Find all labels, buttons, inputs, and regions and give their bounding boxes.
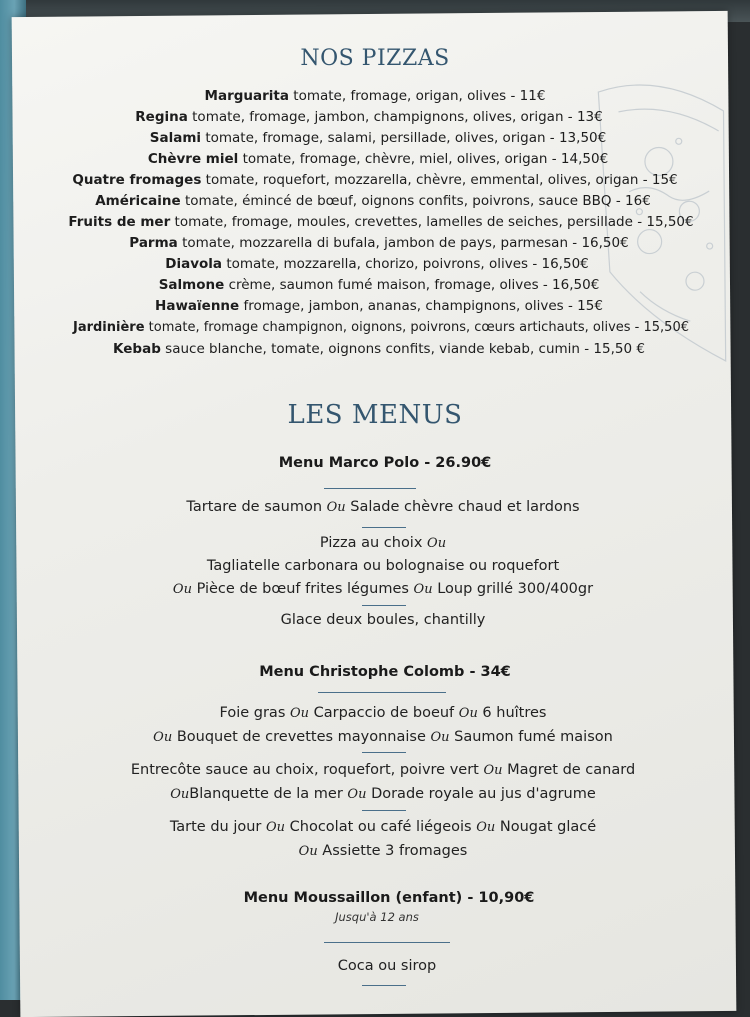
menu-title-marco-polo: Menu Marco Polo - 26.90€: [278, 455, 492, 471]
pizza-name: Regina: [135, 109, 188, 125]
menu-course-line: [8, 558, 750, 574]
pizza-item: [0, 172, 750, 188]
pizza-name: Marguarita: [204, 88, 289, 104]
pizza-desc: tomate, émincé de bœuf, oignons confits, poivrons, sauce BBQ - 16€: [184, 193, 651, 209]
ou-word: Ou: [298, 844, 318, 859]
pizza-desc: tomate, roquefort, mozzarella, chèvre, emmental, olives, origan - 15€: [205, 172, 678, 188]
pizza-name: Jardinière: [72, 320, 145, 335]
ou-word: Ou: [172, 582, 192, 597]
dish: Blanquette de la mer: [189, 786, 343, 802]
dish: Pièce de bœuf frites légumes: [196, 581, 409, 597]
ou-word: Ou: [153, 730, 173, 745]
pizza-desc: sauce blanche, tomate, oignons confits, viande kebab, cumin - 15,50 €: [165, 341, 645, 357]
ou-word: Ou: [458, 706, 478, 721]
dish: Entrecôte sauce au choix, roquefort, poivre vert: [130, 762, 479, 778]
menu-course-line: [12, 958, 750, 974]
ou-word: Ou: [476, 820, 496, 835]
separator: [362, 527, 406, 528]
pizza-desc: tomate, fromage, origan, olives - 11€: [293, 88, 546, 104]
dish: Assiette 3 fromages: [322, 843, 468, 859]
pizza-desc: tomate, mozzarella, chorizo, poivrons, olives - 16,50€: [226, 256, 589, 272]
menu-course-line: [8, 705, 750, 721]
pizza-item: [6, 320, 750, 335]
pizza-name: Salmone: [158, 277, 225, 293]
separator: [362, 605, 406, 606]
separator: [324, 942, 450, 943]
menu-subtitle: Jusqu'à 12 ans: [335, 910, 419, 924]
ou-word: Ou: [289, 706, 310, 721]
pizza-item: [0, 193, 748, 209]
pizza-desc: tomate, fromage, chèvre, miel, olives, origan - 14,50€: [242, 151, 609, 167]
separator: [362, 752, 406, 753]
pizza-item: [3, 130, 750, 146]
menu-course-line: [8, 786, 750, 802]
pizza-name: Kebab: [113, 341, 161, 357]
dish: Saumon fumé maison: [454, 729, 613, 745]
pizza-desc: tomate, fromage, moules, crevettes, lamelles de seiches, persillade - 15,50€: [174, 214, 694, 230]
separator: [324, 488, 416, 489]
pizza-item: [3, 151, 750, 167]
pizza-item: [0, 88, 750, 104]
pizza-name: Diavola: [165, 256, 223, 272]
ou-word: Ou: [170, 787, 190, 802]
dish: Carpaccio de boeuf: [313, 705, 455, 721]
dish: Tarte du jour: [169, 819, 262, 835]
pizza-item: [4, 277, 750, 293]
pizza-desc: tomate, mozzarella di bufala, jambon de pays, parmesan - 16,50€: [182, 235, 629, 251]
dish: Glace deux boules, chantilly: [280, 612, 486, 628]
pizza-name: Parma: [129, 235, 178, 251]
ou-word: Ou: [347, 787, 367, 802]
ou-word: Ou: [413, 582, 433, 597]
pizza-item: [0, 109, 744, 125]
pizza-desc: tomate, fromage champignon, oignons, poivrons, cœurs artichauts, olives - 15,50€: [148, 320, 689, 335]
dish: Pizza au choix: [319, 535, 423, 551]
ou-word: Ou: [430, 730, 450, 745]
pizza-name: Quatre fromages: [72, 172, 202, 188]
ou-word: Ou: [483, 763, 503, 778]
menu-course-line: [8, 762, 750, 778]
menu-course-line: [8, 819, 750, 835]
menu-title-moussaillon: Menu Moussaillon (enfant) - 10,90€: [243, 890, 535, 906]
pizza-name: Américaine: [95, 193, 181, 209]
pizza-desc: tomate, fromage, jambon, champignons, olives, origan - 13€: [192, 109, 603, 125]
menu-course-line: [8, 729, 750, 745]
pizza-desc: fromage, jambon, ananas, champignons, olives - 15€: [243, 298, 603, 314]
separator: [362, 985, 406, 986]
menu-course-line: [8, 843, 750, 859]
dish: Loup grillé 300/400gr: [437, 581, 594, 597]
dish: Foie gras: [219, 705, 286, 721]
ou-word: Ou: [266, 820, 286, 835]
ou-word: Ou: [427, 536, 447, 551]
ou-word: Ou: [326, 500, 346, 515]
menu-course-line: [8, 581, 750, 597]
separator: [362, 810, 406, 811]
section-title-menus: LES MENUS: [287, 400, 463, 430]
dish: Salade chèvre chaud et lardons: [350, 499, 580, 515]
pizza-desc: crème, saumon fumé maison, fromage, olives - 16,50€: [228, 277, 600, 293]
separator: [318, 692, 446, 693]
pizza-item: [4, 298, 750, 314]
pizza-item: [2, 256, 750, 272]
dish: Magret de canard: [507, 762, 636, 778]
dish: Chocolat ou café liégeois: [289, 819, 472, 835]
dish: Bouquet de crevettes mayonnaise: [176, 729, 426, 745]
menu-course-line: [8, 535, 750, 551]
dish: 6 huîtres: [482, 705, 547, 721]
menu-course-line: [8, 499, 750, 515]
pizza-item: [6, 214, 750, 230]
menu-title-christophe-colomb: Menu Christophe Colomb - 34€: [259, 664, 511, 680]
dish: Nougat glacé: [499, 819, 597, 835]
dish: Tartare de saumon: [186, 499, 323, 515]
pizza-name: Salami: [149, 130, 202, 146]
pizza-desc: tomate, fromage, salami, persillade, olives, origan - 13,50€: [205, 130, 607, 146]
dish: Coca ou sirop: [337, 958, 437, 974]
dish: Dorade royale au jus d'agrume: [371, 786, 596, 802]
pizza-name: Hawaïenne: [155, 298, 240, 314]
pizza-name: Fruits de mer: [68, 214, 171, 230]
menu-course-line: [8, 612, 750, 628]
section-title-pizzas: NOS PIZZAS: [300, 46, 450, 71]
pizza-name: Chèvre miel: [147, 151, 239, 167]
dish: Tagliatelle carbonara ou bolognaise ou roquefort: [206, 558, 560, 574]
pizza-item: [4, 235, 750, 251]
pizza-item: [4, 341, 750, 357]
